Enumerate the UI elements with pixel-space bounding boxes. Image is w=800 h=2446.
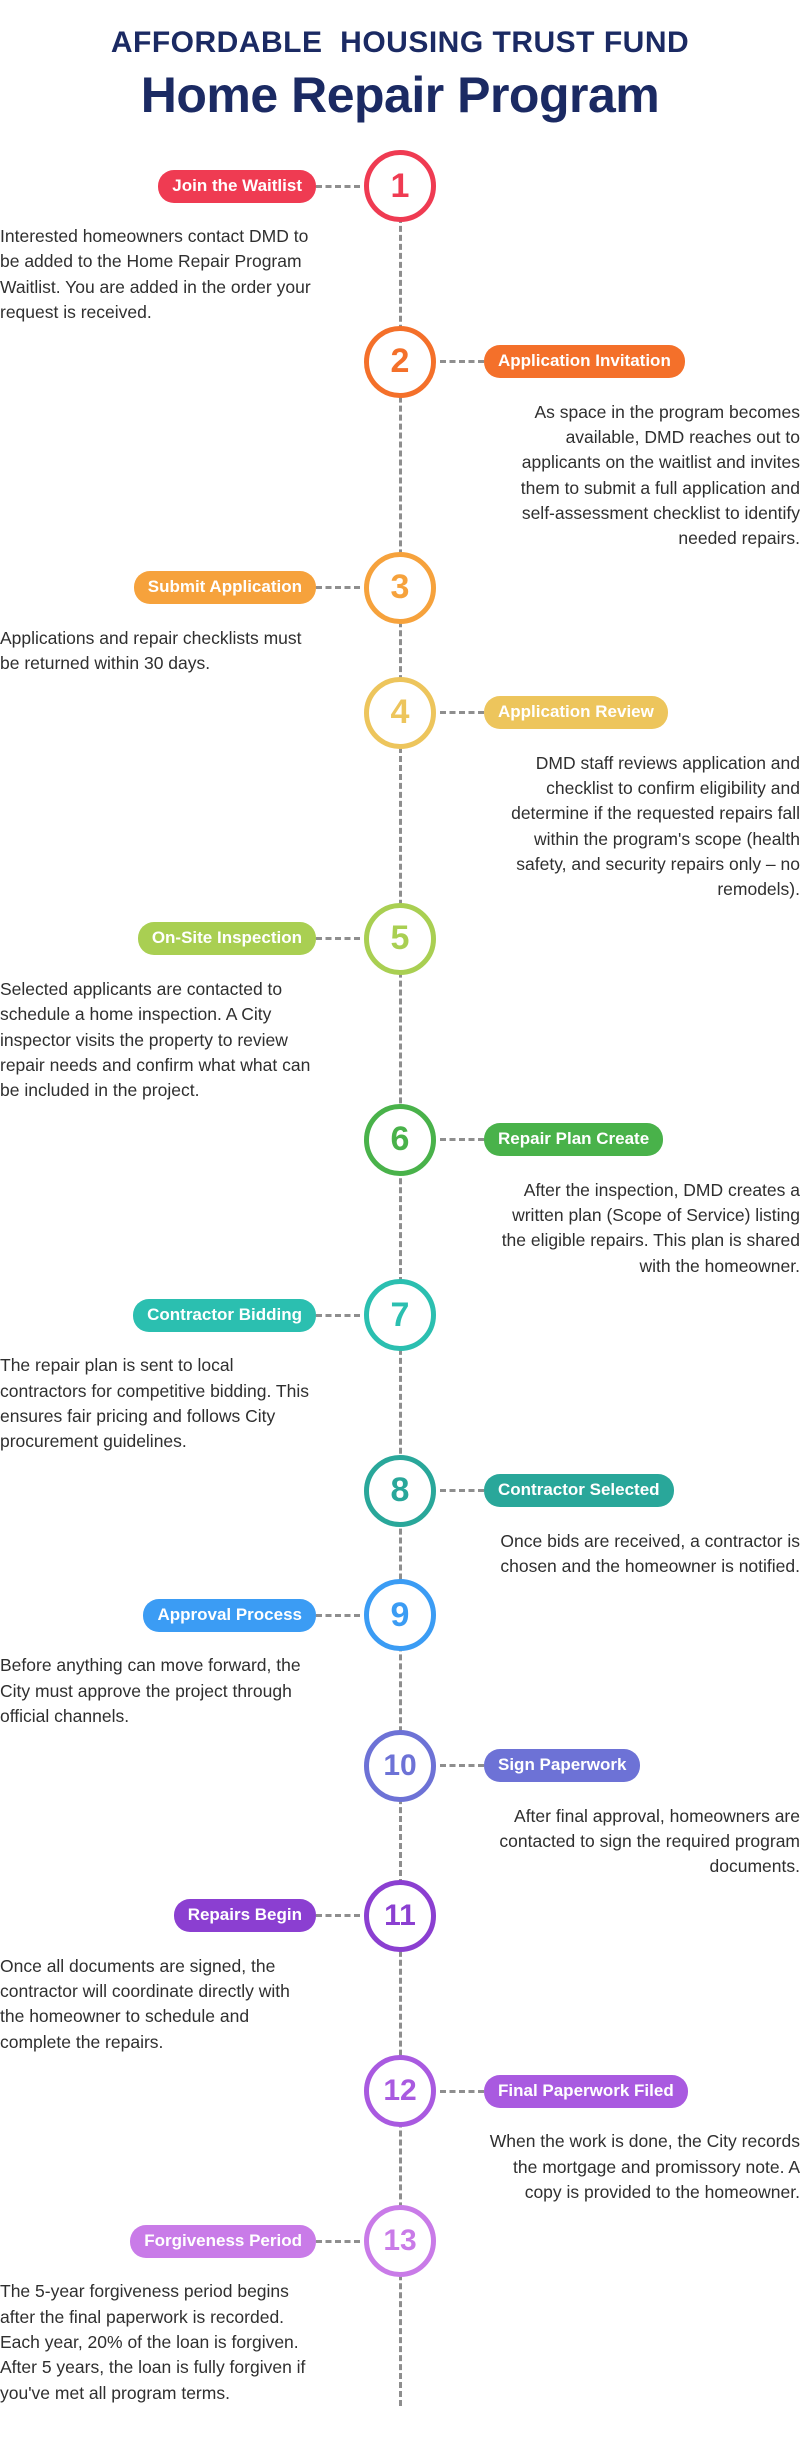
step-marker-slot	[360, 2055, 440, 2127]
step-label-chip: Repairs Begin	[174, 1899, 316, 1932]
step-label-chip: Application Invitation	[484, 345, 685, 378]
step-connector-line	[316, 1914, 360, 1917]
step-number-circle: 1	[364, 150, 436, 222]
step-content	[440, 1455, 800, 1580]
step-content	[0, 2205, 360, 2406]
step-content	[0, 1279, 360, 1455]
step-description: When the work is done, the City records the mortgage and promissory note. A copy is provided to the homeowner.	[489, 2131, 800, 2202]
step-description: After the inspection, DMD creates a written plan (Scope of Service) listing the eligible repairs. This plan is shared with the homeowner.	[501, 1179, 800, 1276]
step-content	[440, 2055, 800, 2205]
step-label-row	[440, 677, 800, 749]
step-description: Before anything can move forward, the City must approve the project through official channels.	[0, 1655, 301, 1727]
step-label-chip: Contractor Selected	[484, 1474, 674, 1507]
step-content	[440, 1730, 800, 1880]
step-label-row	[440, 2055, 800, 2127]
step-marker-slot	[360, 326, 440, 398]
step-label-row	[0, 1279, 360, 1351]
step-description: After final approval, homeowners are contacted to sign the required program documents.	[499, 1805, 800, 1877]
step-marker-slot	[360, 1730, 440, 1802]
step-number-circle: 7	[364, 1279, 436, 1351]
step-label-chip: Join the Waitlist	[158, 170, 316, 203]
step-connector-line	[440, 360, 484, 363]
timeline-step	[0, 552, 800, 677]
step-marker-slot	[360, 1104, 440, 1176]
timeline-step	[0, 1880, 800, 2056]
step-content	[440, 1104, 800, 1280]
step-description: DMD staff reviews application and checklist to confirm eligibility and determine if the requested repairs fall within the program's scope (health safety, and security repairs only – no remodels).	[511, 752, 800, 900]
step-content	[440, 677, 800, 903]
step-label-row	[0, 1579, 360, 1651]
step-connector-line	[440, 1489, 484, 1492]
timeline-steps	[0, 150, 800, 2406]
step-number-circle: 8	[364, 1455, 436, 1527]
step-content	[0, 1579, 360, 1729]
timeline-step	[0, 1579, 800, 1729]
page-title: Home Repair Program	[140, 67, 660, 123]
timeline	[0, 150, 800, 2446]
step-connector-line	[440, 711, 484, 714]
step-number-circle: 4	[364, 677, 436, 749]
step-marker-slot	[360, 1279, 440, 1351]
timeline-step	[0, 1455, 800, 1580]
step-label-row	[440, 1730, 800, 1802]
step-description: Interested homeowners contact DMD to be added to the Home Repair Program Waitlist. You are added in the order your request is received.	[0, 226, 311, 323]
timeline-step	[0, 2205, 800, 2406]
step-description: Once bids are received, a contractor is chosen and the homeowner is notified.	[500, 1530, 800, 1576]
step-label-chip: Sign Paperwork	[484, 1749, 640, 1782]
step-label-chip: Approval Process	[143, 1599, 316, 1632]
step-number-circle: 3	[364, 552, 436, 624]
step-number-circle: 13	[364, 2205, 436, 2277]
step-content	[0, 903, 360, 1104]
timeline-step	[0, 326, 800, 552]
step-connector-line	[440, 1138, 484, 1141]
step-connector-line	[316, 586, 360, 589]
step-number-circle: 11	[364, 1880, 436, 1952]
step-connector-line	[316, 937, 360, 940]
step-label-row	[440, 326, 800, 398]
step-label-chip: On-Site Inspection	[138, 922, 316, 955]
step-marker-slot	[360, 1455, 440, 1527]
step-content	[0, 1880, 360, 2056]
step-marker-slot	[360, 903, 440, 975]
step-description: The 5-year forgiveness period begins after the final paperwork is recorded. Each year, 20% of the loan is forgiven. After 5 years, the loan is fully forgiven if you've met all program terms.	[0, 2281, 306, 2403]
step-number-circle: 6	[364, 1104, 436, 1176]
page-header	[0, 0, 800, 124]
step-label-chip: Application Review	[484, 696, 668, 729]
step-connector-line	[316, 185, 360, 188]
step-content	[0, 150, 360, 326]
step-label-row	[0, 2205, 360, 2277]
timeline-step	[0, 677, 800, 903]
timeline-step	[0, 2055, 800, 2205]
step-connector-line	[440, 1764, 484, 1767]
step-label-chip: Forgiveness Period	[130, 2225, 316, 2258]
step-number-circle: 2	[364, 326, 436, 398]
step-label-chip: Contractor Bidding	[133, 1299, 316, 1332]
step-marker-slot	[360, 677, 440, 749]
step-description: Selected applicants are contacted to schedule a home inspection. A City inspector visits the property to review repair needs and confirm what what can be included in the project.	[0, 978, 311, 1101]
step-marker-slot	[360, 1579, 440, 1651]
timeline-step	[0, 903, 800, 1104]
step-number-circle: 9	[364, 1579, 436, 1651]
timeline-step	[0, 1104, 800, 1280]
step-label-chip: Submit Application	[134, 571, 316, 604]
step-label-chip: Final Paperwork Filed	[484, 2075, 688, 2108]
step-content	[0, 552, 360, 677]
step-description: Once all documents are signed, the contractor will coordinate directly with the homeowner to schedule and complete the repairs.	[0, 1955, 290, 2052]
step-marker-slot	[360, 150, 440, 222]
header-kicker: AFFORDABLE HOUSING TRUST FUND	[110, 26, 690, 59]
step-label-row	[440, 1104, 800, 1176]
step-description: Applications and repair checklists must be returned within 30 days.	[0, 627, 302, 674]
step-marker-slot	[360, 1880, 440, 1952]
step-connector-line	[316, 1314, 360, 1317]
step-connector-line	[316, 1614, 360, 1617]
step-label-row	[0, 150, 360, 222]
step-content	[440, 326, 800, 552]
step-number-circle: 5	[364, 903, 436, 975]
step-label-row	[0, 903, 360, 975]
step-connector-line	[440, 2090, 484, 2093]
step-description: As space in the program becomes available, DMD reaches out to applicants on the waitlist and invites them to submit a full application and self-assessment checklist to identify needed repairs.	[520, 401, 800, 549]
timeline-step	[0, 150, 800, 326]
step-connector-line	[316, 2240, 360, 2243]
step-description: The repair plan is sent to local contractors for competitive bidding. This ensures fair pricing and follows City procurement guidelines.	[0, 1355, 309, 1452]
step-marker-slot	[360, 552, 440, 624]
step-label-row	[0, 552, 360, 624]
step-number-circle: 12	[364, 2055, 436, 2127]
step-label-row	[0, 1880, 360, 1952]
step-number-circle: 10	[364, 1730, 436, 1802]
step-label-chip: Repair Plan Create	[484, 1123, 663, 1156]
timeline-step	[0, 1730, 800, 1880]
step-label-row	[440, 1455, 800, 1527]
timeline-step	[0, 1279, 800, 1455]
step-marker-slot	[360, 2205, 440, 2277]
